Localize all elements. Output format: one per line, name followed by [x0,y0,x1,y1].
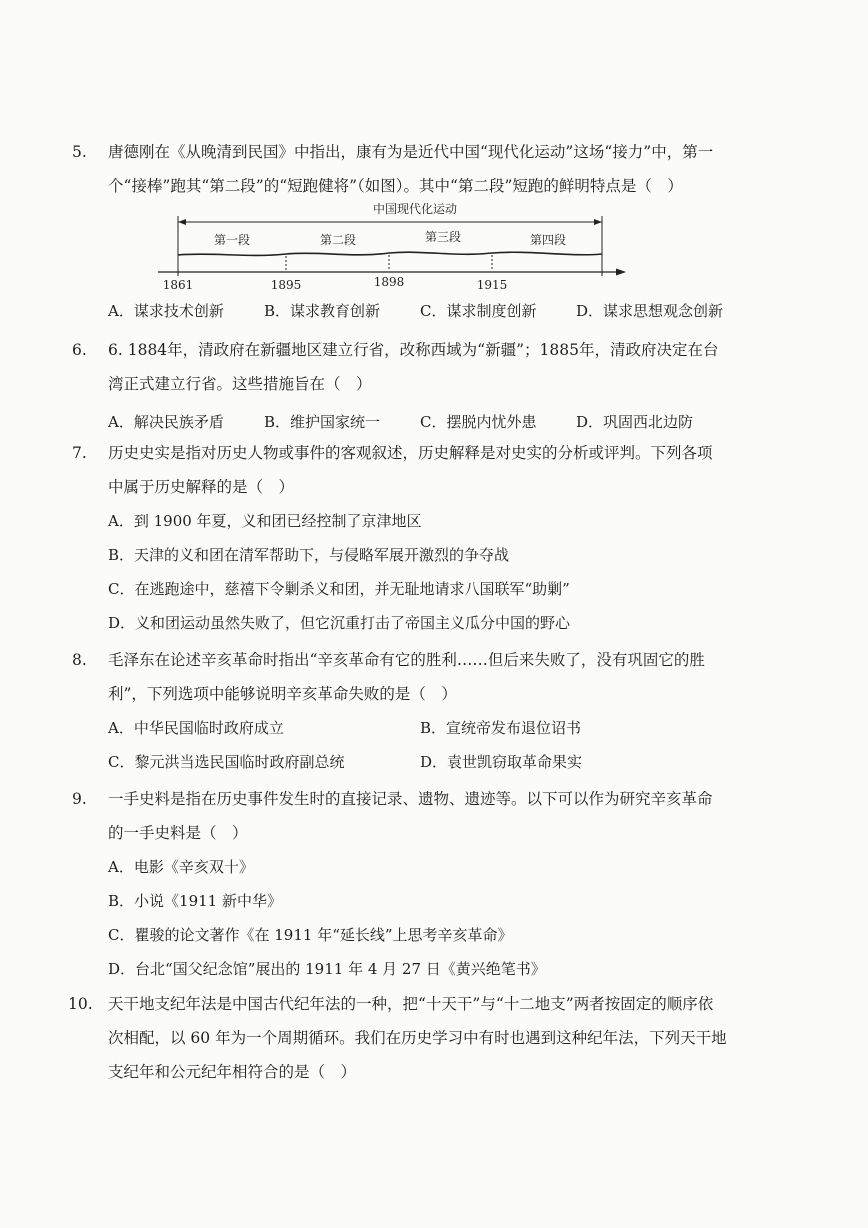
option-b: B．维护国家统一 [264,413,381,431]
question-number: 9. [72,790,87,808]
stage-label-3: 第三段 [424,230,462,244]
option-b: B．天津的义和团在清军帮助下，与侵略军展开激烈的争夺战 [108,546,510,564]
option-c: C．黎元洪当选民国临时政府副总统 [108,753,345,771]
option-c: C．瞿骏的论文著作《在 1911 年“延长线”上思考辛亥革命》 [108,926,513,944]
question-text-line: 天干地支纪年法是中国古代纪年法的一种，把“十天干”与“十二地支”两者按固定的顺序依 [108,995,714,1013]
option-b: B．宣统帝发布退位诏书 [420,719,582,737]
relay-path-line [178,252,602,255]
option-a: A．到 1900 年夏，义和团已经控制了京津地区 [108,512,422,530]
year-label-1915: 1915 [476,278,508,292]
year-label-1861: 1861 [162,278,194,292]
question-number: 5. [72,143,87,161]
question-text-line: 唐德刚在《从晚清到民国》中指出，康有为是近代中国“现代化运动”这场“接力”中，第一 [108,143,714,161]
option-d: D．义和团运动虽然失败了，但它沉重打击了帝国主义瓜分中国的野心 [108,614,571,632]
option-c: C．谋求制度创新 [420,302,537,320]
modernization-timeline-figure [150,200,630,292]
question-text-line: 毛泽东在论述辛亥革命时指出“辛亥革命有它的胜利……但后来失败了，没有巩固它的胜 [108,651,705,669]
stage-label-4: 第四段 [529,233,567,247]
question-text-line: 次相配，以 60 年为一个周期循环。我们在历史学习中有时也遇到这种纪年法，下列天干地 [108,1029,727,1047]
question-text-line: 中属于历史解释的是（ ） [108,478,295,496]
question-10 [68,987,732,1089]
question-text-line: 历史史实是指对历史人物或事件的客观叙述，历史解释是对史实的分析或评判。下列各项 [108,444,713,462]
question-6 [72,333,732,439]
question-5 [72,135,732,203]
stage-label-2: 第二段 [319,233,357,247]
year-label-1895: 1895 [270,278,302,292]
option-b: B．小说《1911 新中华》 [108,892,282,910]
question-text-line: 个“接棒”跑其“第二段”的“短跑健将”（如图）。其中“第二段”短跑的鲜明特点是（ ） [108,177,683,195]
question-9 [72,782,732,986]
option-a: A．解决民族矛盾 [108,413,224,431]
option-d: D．巩固西北边防 [576,413,694,431]
question-number: 8. [72,651,87,669]
option-c: C．摆脱内忧外患 [420,413,537,431]
option-d: D．台北“国父纪念馆”展出的 1911 年 4 月 27 日《黄兴绝笔书》 [108,960,546,978]
option-a: A．中华民国临时政府成立 [108,719,284,737]
stage-label-1: 第一段 [213,233,251,247]
timeline-title: 中国现代化运动 [372,202,458,216]
option-d: D．袁世凯窃取革命果实 [420,753,583,771]
question-5-options [72,294,732,328]
question-text-line: 的一手史料是（ ） [108,824,248,842]
timeline-left-arrow [178,219,186,225]
question-number: 6. [72,341,87,359]
option-d: D．谋求思想观念创新 [576,302,724,320]
option-a: A．电影《辛亥双十》 [108,858,254,876]
question-text-line: 6. 1884年，清政府在新疆地区建立行省，改称西域为“新疆”；1885年，清政府决定在台 [108,341,719,359]
question-number: 10. [68,995,93,1013]
question-7 [72,436,732,640]
question-number: 7. [72,444,87,462]
question-text-line: 利”，下列选项中能够说明辛亥革命失败的是（ ） [108,685,457,703]
timeline-right-arrow [594,219,602,225]
option-a: A．谋求技术创新 [108,302,224,320]
question-text-line: 湾正式建立行省。这些措施旨在（ ） [108,375,372,393]
question-8 [72,643,732,779]
question-text-line: 一手史料是指在历史事件发生时的直接记录、遗物、遗迹等。以下可以作为研究辛亥革命 [108,790,713,808]
question-text-line: 支纪年和公元纪年相符合的是（ ） [108,1063,357,1081]
year-label-1898: 1898 [373,275,405,289]
option-c: C．在逃跑途中，慈禧下令剿杀义和团，并无耻地请求八国联军“助剿” [108,580,570,598]
year-axis-arrow [616,269,626,276]
option-b: B．谋求教育创新 [264,302,381,320]
